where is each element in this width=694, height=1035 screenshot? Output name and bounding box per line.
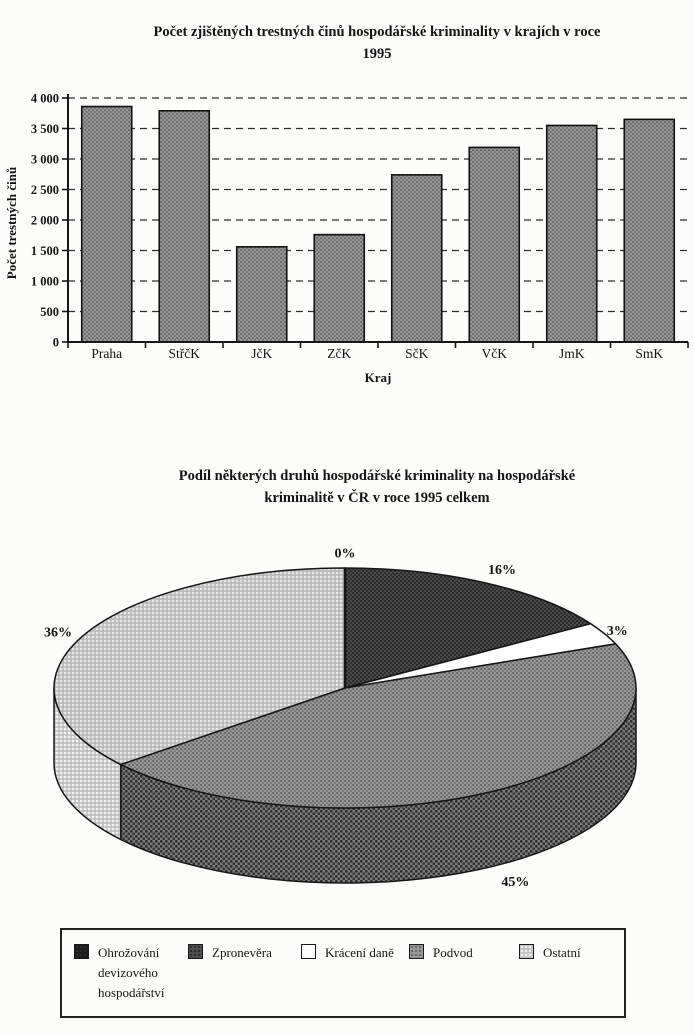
bar-chart-title-line2: 1995 [362, 45, 392, 62]
bar-chart-title-line1: Počet zjištěných trestných činů hospodářské kriminality v krajích v roce [153, 24, 601, 40]
x-category-label: StřčK [168, 346, 200, 361]
bar-4 [392, 175, 442, 342]
x-category-label: ZčK [327, 346, 352, 361]
legend-swatch-dark-dots-icon [188, 944, 203, 959]
pie-chart-title [60, 466, 694, 510]
bar-7 [624, 119, 674, 342]
legend-label: Krácení daně [325, 945, 394, 960]
legend-swatch-light-dots-icon [519, 944, 534, 959]
pie-pct-label: 16% [488, 563, 517, 579]
pie-pct-label: 3% [606, 623, 628, 639]
bar-chart-title [60, 22, 694, 66]
pie-legend-box [60, 928, 626, 1018]
legend-item-podvod [409, 943, 519, 963]
legend-item-kraceni-dane [301, 943, 409, 963]
x-axis-title: Kraj [364, 370, 392, 385]
pie-pct-label: 45% [501, 874, 530, 890]
x-category-label: Praha [91, 346, 123, 361]
x-category-label: JčK [251, 346, 273, 361]
pie-chart-svg [0, 540, 694, 912]
y-tick-label: 0 [52, 335, 59, 350]
y-tick-label: 3 000 [30, 152, 59, 167]
y-axis-title: Počet trestných činů [4, 166, 19, 280]
bar-5 [469, 147, 519, 342]
legend-item-ostatni [519, 943, 581, 963]
bar-1 [159, 111, 209, 342]
y-tick-label: 500 [40, 305, 59, 319]
legend-swatch-mid-dots-icon [409, 944, 424, 959]
pie-pct-label: 36% [43, 625, 72, 641]
legend-item-zpronevera [188, 943, 301, 963]
legend-swatch-black-icon [74, 944, 89, 959]
y-tick-label: 4 000 [30, 91, 59, 106]
legend-item-ohrozovani [74, 943, 188, 1003]
bar-0 [82, 107, 132, 342]
x-category-label: JmK [558, 346, 585, 361]
legend-swatch-white-icon [301, 944, 316, 959]
y-tick-label: 3 500 [30, 122, 59, 136]
x-category-label: SmK [635, 346, 664, 361]
legend-label: Zpronevěra [212, 945, 272, 960]
legend-label: Ostatní [543, 945, 581, 960]
legend-label: Podvod [433, 945, 473, 960]
y-tick-label: 1 500 [30, 244, 59, 258]
bar-chart-svg [0, 85, 694, 405]
bar-3 [314, 235, 364, 342]
pie-chart-title-line1: Podíl některých druhů hospodářské kriminality na hospodářské [178, 468, 576, 484]
bar-2 [237, 247, 287, 342]
y-tick-label: 2 000 [30, 213, 59, 228]
bar-6 [547, 125, 597, 342]
pie-chart-title-line2: kriminalitě v ČR v roce 1995 celkem [264, 489, 490, 506]
x-category-label: VčK [481, 346, 507, 361]
legend-label: Ohrožování devizového hospodářství [98, 945, 165, 1001]
pie-pct-label: 0% [334, 546, 356, 562]
y-tick-label: 2 500 [30, 183, 59, 197]
y-tick-label: 1 000 [30, 274, 59, 289]
x-category-label: SčK [405, 346, 429, 361]
